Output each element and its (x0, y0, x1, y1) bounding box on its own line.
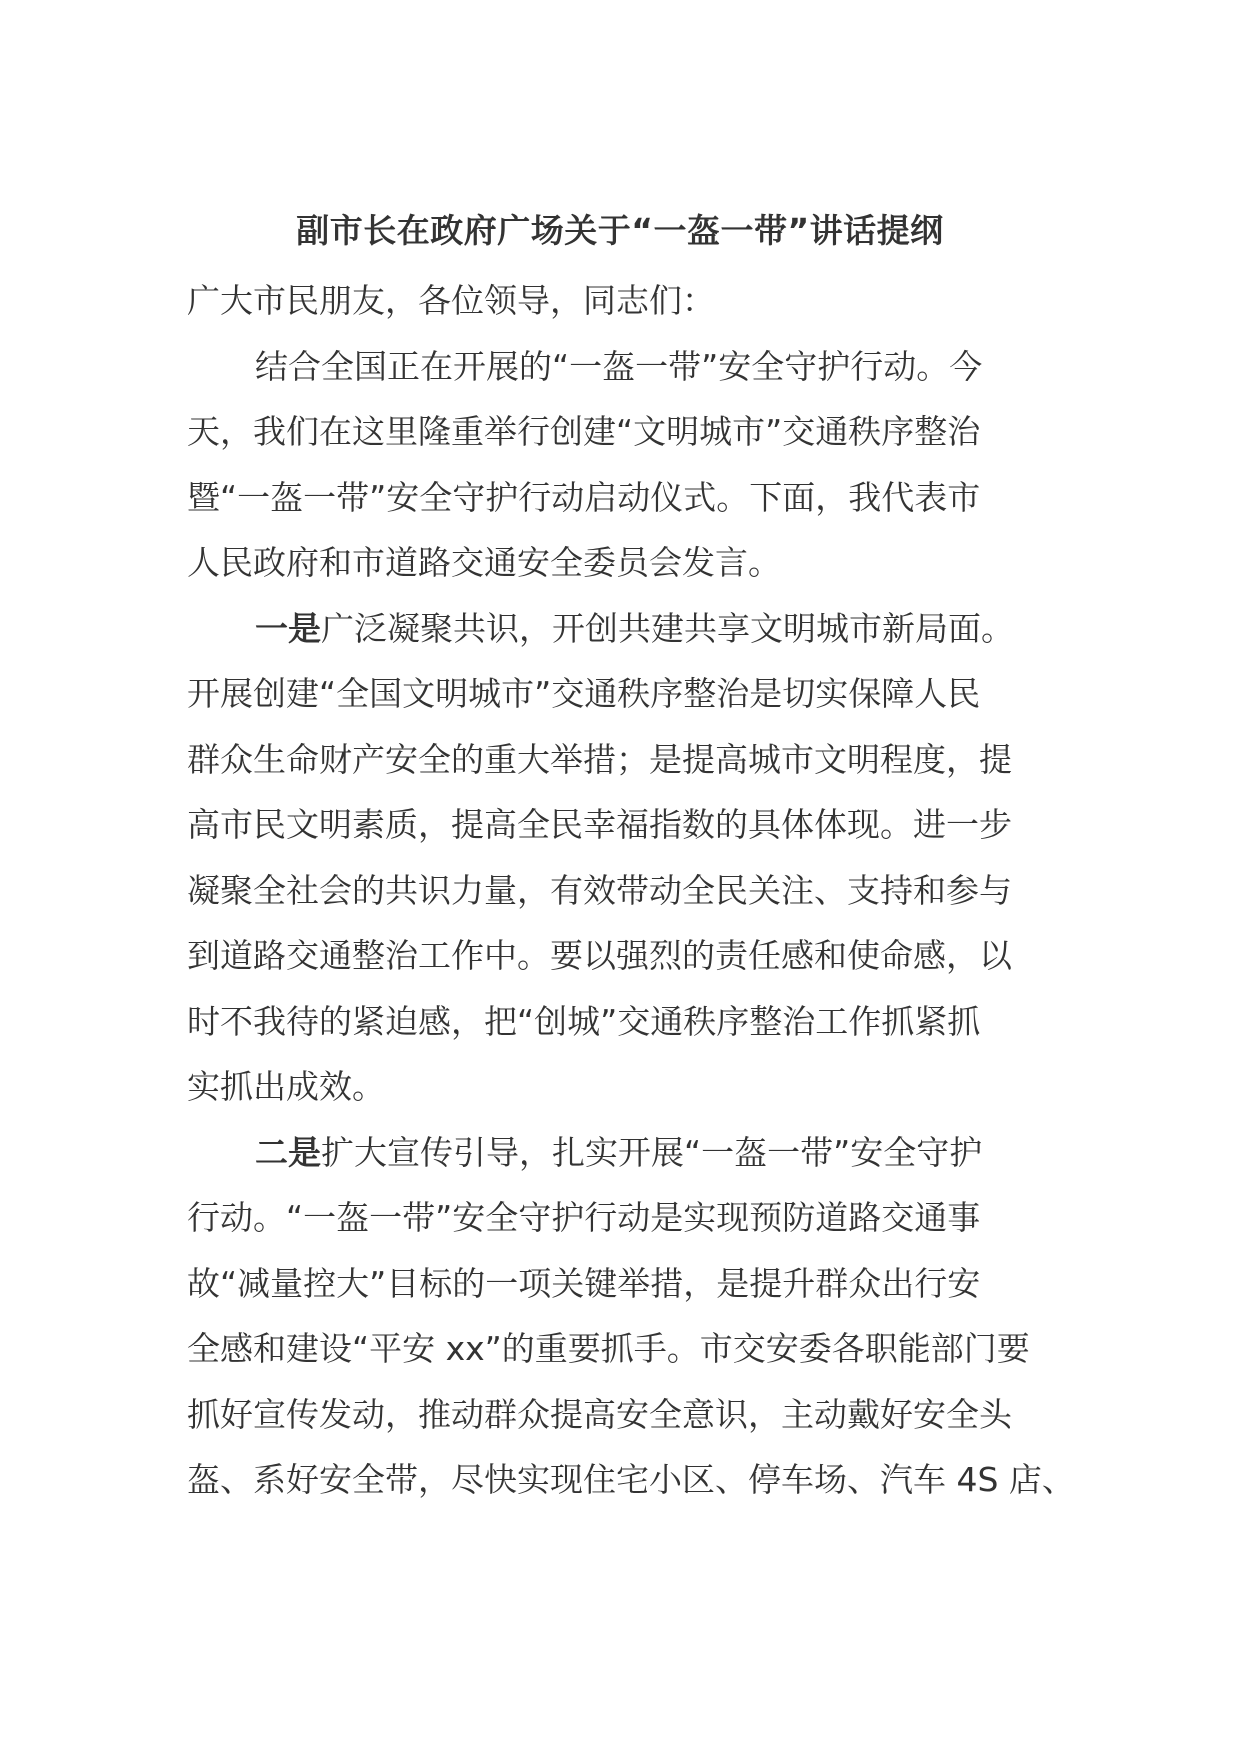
paragraph-2-lead: 一是 (255, 608, 321, 648)
paragraph-3-lead: 二是 (255, 1132, 321, 1172)
paragraph-3-first-text: 扩大宣传引导，扎实开展“一盔一带”安全守护 (321, 1132, 983, 1172)
paragraph-3-line-3: 故“减量控大”目标的一项关键举措，是提升群众出行安 (187, 1263, 981, 1303)
paragraph-3-line-2: 行动。“一盔一带”安全守护行动是实现预防道路交通事 (187, 1198, 981, 1237)
paragraph-3-line-4: 全感和建设“平安 xx”的重要抓手。市交安委各职能部门要 (187, 1329, 1030, 1368)
paragraph-2-line-8: 实抓出成效。 (187, 1067, 385, 1106)
paragraph-2-line-7: 时不我待的紧迫感，把“创城”交通秩序整治工作抓紧抓 (187, 1001, 981, 1041)
paragraph-3-line-5: 抓好宣传发动，推动群众提高安全意识，主动戴好安全头 (187, 1394, 1012, 1434)
salutation: 广大市民朋友，各位领导，同志们： (187, 281, 715, 320)
paragraph-2-line-4: 高市民文明素质，提高全民幸福指数的具体体现。进一步 (187, 805, 1012, 844)
paragraph-2-first-text: 广泛凝聚共识，开创共建共享文明城市新局面。 (321, 608, 1014, 648)
document-title: 副市长在政府广场关于“一盔一带”讲话提纲 (296, 211, 944, 250)
paragraph-2-line-3: 群众生命财产安全的重大举措；是提高城市文明程度，提 (187, 739, 1012, 779)
paragraph-1-line-2: 天，我们在这里隆重举行创建“文明城市”交通秩序整治 (187, 412, 981, 451)
paragraph-2-line-5: 凝聚全社会的共识力量，有效带动全民关注、支持和参与 (187, 870, 1012, 910)
paragraph-3-line-6: 盔、系好安全带，尽快实现住宅小区、停车场、汽车 4S 店、 (187, 1460, 1075, 1499)
paragraph-3-line-1 (187, 1120, 1067, 1186)
document-body (187, 268, 1075, 1513)
paragraph-1-line-1: 结合全国正在开展的“一盔一带”安全守护行动。今 (255, 346, 983, 386)
paragraph-1-line-4: 人民政府和市道路交通安全委员会发言。 (187, 543, 781, 582)
paragraph-2-line-1 (187, 596, 1067, 662)
paragraph-2-line-2: 开展创建“全国文明城市”交通秩序整治是切实保障人民 (187, 674, 981, 713)
paragraph-2-line-6: 到道路交通整治工作中。要以强烈的责任感和使命感，以 (187, 936, 1012, 975)
paragraph-1-line-3: 暨“一盔一带”安全守护行动启动仪式。下面，我代表市 (187, 477, 981, 517)
